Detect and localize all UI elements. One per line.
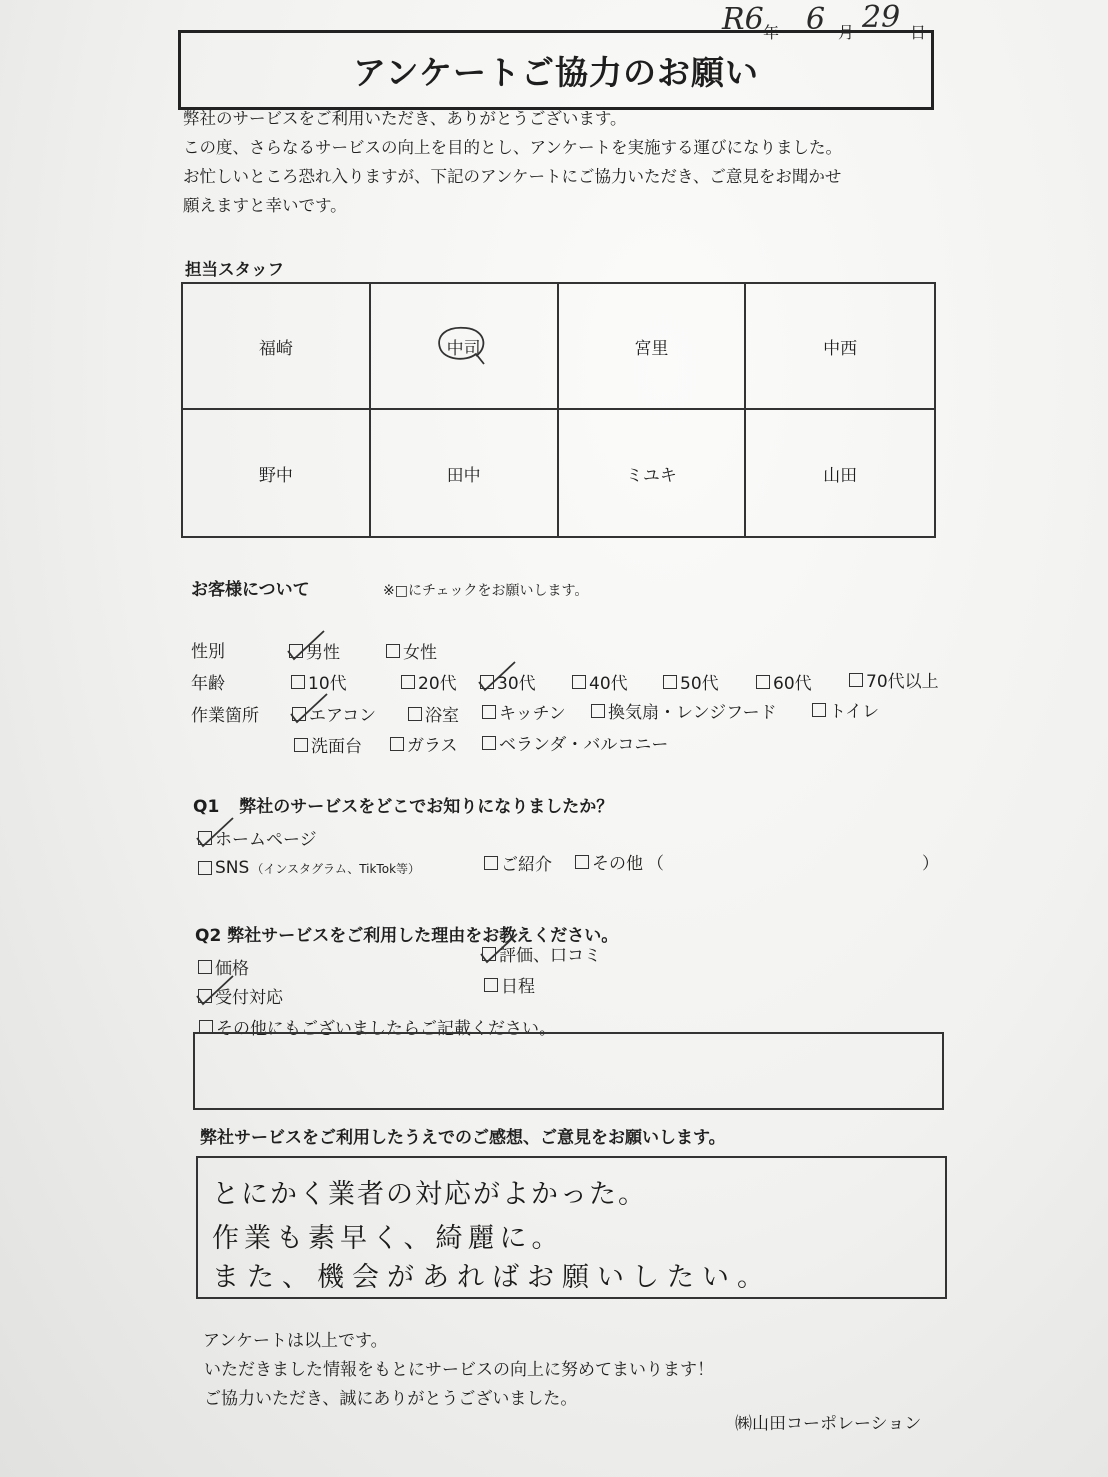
- date-month: 6: [806, 2, 826, 37]
- intro-line: 願えますと幸いです。: [183, 196, 347, 215]
- customer-heading: お客様について: [191, 580, 310, 600]
- checkmark-icon: [195, 816, 235, 848]
- q2-number: Q2: [195, 926, 222, 946]
- option-label: 女性: [403, 643, 437, 663]
- option-label: トイレ: [829, 702, 880, 722]
- intro-paragraph: [183, 104, 842, 220]
- checkbox[interactable]: [482, 947, 496, 961]
- checkbox[interactable]: [575, 855, 589, 869]
- staff-name: 福崎: [258, 338, 293, 359]
- option-age-30s[interactable]: [480, 669, 536, 694]
- staff-name: 野中: [258, 465, 293, 486]
- staff-cell[interactable]: [746, 284, 934, 410]
- footer-line: アンケートは以上です。: [203, 1331, 388, 1351]
- staff-grid: [181, 282, 936, 538]
- option-q2-reception[interactable]: [198, 983, 283, 1008]
- checkbox[interactable]: [291, 675, 305, 689]
- feedback-line: とにかく業者の対応がよかった。: [212, 1179, 647, 1210]
- footer-line: ご協力いただき、誠にありがとうございました。: [204, 1389, 578, 1409]
- checkbox[interactable]: [482, 705, 496, 719]
- option-work-bathroom[interactable]: [408, 701, 459, 726]
- checkbox[interactable]: [482, 736, 496, 750]
- q2-question: 弊社サービスをご利用した理由をお教えください。: [227, 926, 619, 946]
- option-q1-other[interactable]: [575, 849, 664, 874]
- option-work-washbasin[interactable]: [294, 732, 362, 757]
- checkbox[interactable]: [812, 703, 826, 717]
- option-age-20s[interactable]: [401, 669, 457, 694]
- checkmark-icon: [195, 974, 235, 1006]
- option-age-40s[interactable]: [572, 669, 628, 694]
- staff-cell[interactable]: [371, 410, 559, 536]
- date-era-year: R6: [722, 2, 764, 37]
- option-label: 30代: [497, 674, 536, 694]
- staff-cell[interactable]: [746, 410, 934, 536]
- checkbox[interactable]: [663, 675, 677, 689]
- checkmark-icon: [289, 692, 329, 724]
- checkbox[interactable]: [849, 673, 863, 687]
- age-label: 年齢: [191, 674, 225, 694]
- option-work-aircon[interactable]: [292, 701, 376, 726]
- date-day-unit: 日: [910, 23, 927, 42]
- option-q2-reviews[interactable]: [482, 941, 601, 966]
- option-age-10s[interactable]: [291, 669, 347, 694]
- option-label: 受付対応: [215, 988, 283, 1008]
- option-age-50s[interactable]: [663, 669, 719, 694]
- option-age-70s-plus[interactable]: [849, 667, 939, 692]
- checkbox[interactable]: [756, 675, 770, 689]
- staff-name: 宮里: [634, 338, 669, 359]
- option-label: その他にもございましたらご記載ください。: [216, 1019, 556, 1039]
- checkbox[interactable]: [198, 831, 212, 845]
- page-title: アンケートご協力のお願い: [178, 30, 934, 110]
- date-day: 29: [862, 0, 901, 35]
- other-paren-open: （: [647, 854, 664, 874]
- checkbox[interactable]: [591, 704, 605, 718]
- intro-line: お忙しいところ恐れ入りますが、下記のアンケートにご協力いただき、ご意見をお聞かせ: [183, 167, 842, 186]
- checkbox[interactable]: [572, 675, 586, 689]
- checkbox[interactable]: [408, 707, 422, 721]
- option-label: 洗面台: [311, 737, 362, 757]
- option-label: ベランダ・バルコニー: [499, 735, 669, 755]
- option-work-kitchen[interactable]: [482, 699, 566, 724]
- option-work-veranda[interactable]: [482, 730, 668, 755]
- q1-number: Q1: [193, 797, 220, 817]
- checkbox[interactable]: [292, 707, 306, 721]
- checkbox[interactable]: [401, 675, 415, 689]
- checkbox[interactable]: [198, 960, 212, 974]
- option-label: SNS: [215, 858, 250, 878]
- date-month-unit: 月: [838, 23, 855, 42]
- option-age-60s[interactable]: [756, 669, 812, 694]
- intro-line: この度、さらなるサービスの向上を目的とし、アンケートを実施する運びになりました。: [183, 138, 843, 157]
- feedback-heading: 弊社サービスをご利用したうえでのご感想、ご意見をお願いします。: [200, 1128, 726, 1148]
- option-q1-referral[interactable]: [484, 850, 552, 875]
- checkbox[interactable]: [480, 675, 494, 689]
- checkbox[interactable]: [390, 737, 404, 751]
- customer-note: ※□にチェックをお願いします。: [383, 583, 589, 599]
- checkbox[interactable]: [198, 989, 212, 1003]
- option-label: ホームページ: [215, 830, 317, 850]
- staff-name: 田中: [446, 465, 481, 486]
- option-work-glass[interactable]: [390, 731, 458, 756]
- feedback-textarea[interactable]: [196, 1156, 947, 1299]
- checkbox[interactable]: [386, 644, 400, 658]
- option-label: 70代以上: [866, 672, 939, 692]
- option-q1-sns[interactable]: [198, 858, 420, 878]
- checkmark-icon: [479, 932, 519, 964]
- option-label: 価格: [215, 959, 249, 979]
- option-label: 男性: [306, 643, 340, 663]
- staff-cell[interactable]: [371, 284, 559, 410]
- staff-name: 山田: [823, 465, 858, 486]
- date-year-unit: 年: [763, 23, 780, 42]
- option-label: 10代: [308, 674, 347, 694]
- option-label: その他: [592, 854, 643, 874]
- option-gender-male[interactable]: [289, 638, 340, 663]
- selection-circle-icon: [430, 322, 494, 370]
- option-label: キッチン: [499, 704, 566, 724]
- option-label: ご紹介: [501, 855, 552, 875]
- staff-cell[interactable]: [183, 284, 371, 410]
- option-label: ガラス: [407, 736, 458, 756]
- checkbox[interactable]: [484, 978, 498, 992]
- checkbox[interactable]: [289, 644, 303, 658]
- option-label: 50代: [680, 674, 719, 694]
- staff-name: ミユキ: [625, 465, 677, 486]
- option-work-toilet[interactable]: [812, 697, 879, 722]
- checkmark-icon: [286, 629, 326, 661]
- feedback-line: また、機会があればお願いしたい。: [212, 1262, 772, 1293]
- staff-heading: 担当スタッフ: [185, 260, 284, 279]
- checkbox[interactable]: [484, 856, 498, 870]
- staff-name: 中司: [446, 338, 481, 359]
- company-name: ㈱山田コーポレーション: [735, 1414, 922, 1434]
- option-label: 60代: [773, 674, 812, 694]
- option-label: エアコン: [309, 706, 377, 726]
- option-note: （インスタグラム、TikTok等）: [251, 861, 421, 876]
- option-q2-schedule[interactable]: [484, 972, 535, 997]
- option-q1-homepage[interactable]: [198, 825, 317, 850]
- checkmark-icon: [477, 660, 517, 692]
- option-label: 日程: [501, 977, 535, 997]
- intro-line: 弊社のサービスをご利用いただき、ありがとうございます。: [183, 109, 627, 128]
- option-gender-female[interactable]: [386, 638, 437, 663]
- option-label: 20代: [418, 674, 457, 694]
- work-area-label: 作業箇所: [191, 706, 259, 726]
- staff-cell[interactable]: [559, 410, 747, 536]
- staff-name: 中西: [823, 338, 858, 359]
- staff-cell[interactable]: [559, 284, 747, 410]
- feedback-line: 作業も素早く、綺麗に。: [212, 1223, 564, 1254]
- option-label: 40代: [589, 674, 628, 694]
- option-work-range-hood[interactable]: [591, 698, 777, 723]
- option-label: 評価、口コミ: [499, 946, 601, 966]
- checkbox[interactable]: [198, 861, 212, 875]
- footer-line: いただきました情報をもとにサービスの向上に努めてまいります！: [204, 1360, 714, 1380]
- option-label: 換気扇・レンジフード: [608, 703, 777, 723]
- gender-label: 性別: [191, 642, 225, 662]
- q1-question: 弊社のサービスをどこでお知りになりましたか？: [239, 797, 614, 817]
- other-paren-close: ）: [922, 854, 939, 874]
- checkbox[interactable]: [294, 738, 308, 752]
- staff-cell[interactable]: [183, 410, 371, 536]
- q1-heading: [193, 792, 613, 817]
- option-label: 浴室: [425, 706, 459, 726]
- q2-other-textarea[interactable]: [193, 1032, 944, 1110]
